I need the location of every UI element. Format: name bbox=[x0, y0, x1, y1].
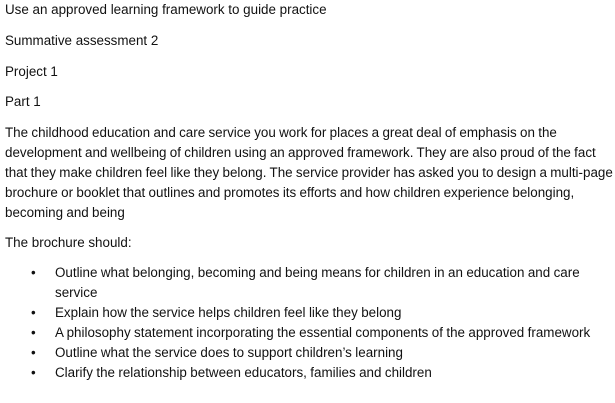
part-heading: Part 1 bbox=[5, 94, 41, 109]
task-description: The childhood education and care service you work for places a great deal of emphasis on the development and wellbeing of children using an approved framework. They are also proud of the fact that they make children feel like they belong. The service provider has asked you to design a multi-page brochure or booklet that outlines and promotes its efforts and how children experience belonging, becoming and being bbox=[5, 125, 613, 220]
list-item bbox=[5, 263, 615, 303]
bullet-icon: • bbox=[31, 345, 36, 360]
document-title: Use an approved learning framework to guide practice bbox=[5, 2, 327, 17]
list-item-text: Outline what the service does to support children’s learning bbox=[55, 345, 403, 360]
bullet-icon: • bbox=[31, 365, 36, 380]
list-item bbox=[5, 303, 615, 323]
brochure-requirements-lead: The brochure should: bbox=[5, 235, 132, 250]
project-heading: Project 1 bbox=[5, 64, 58, 79]
list-item-text: Explain how the service helps children feel like they belong bbox=[55, 305, 402, 320]
list-item bbox=[5, 363, 615, 383]
assessment-heading: Summative assessment 2 bbox=[5, 33, 159, 48]
list-item-text: Outline what belonging, becoming and being means for children in an education and care service bbox=[55, 265, 580, 300]
bullet-icon: • bbox=[31, 325, 36, 340]
list-item-text: A philosophy statement incorporating the essential components of the approved framework bbox=[55, 325, 591, 340]
brochure-requirements-list bbox=[5, 263, 615, 383]
bullet-icon: • bbox=[31, 265, 36, 280]
bullet-icon: • bbox=[31, 305, 36, 320]
list-item bbox=[5, 323, 615, 343]
list-item-text: Clarify the relationship between educators, families and children bbox=[55, 365, 432, 380]
list-item bbox=[5, 343, 615, 363]
